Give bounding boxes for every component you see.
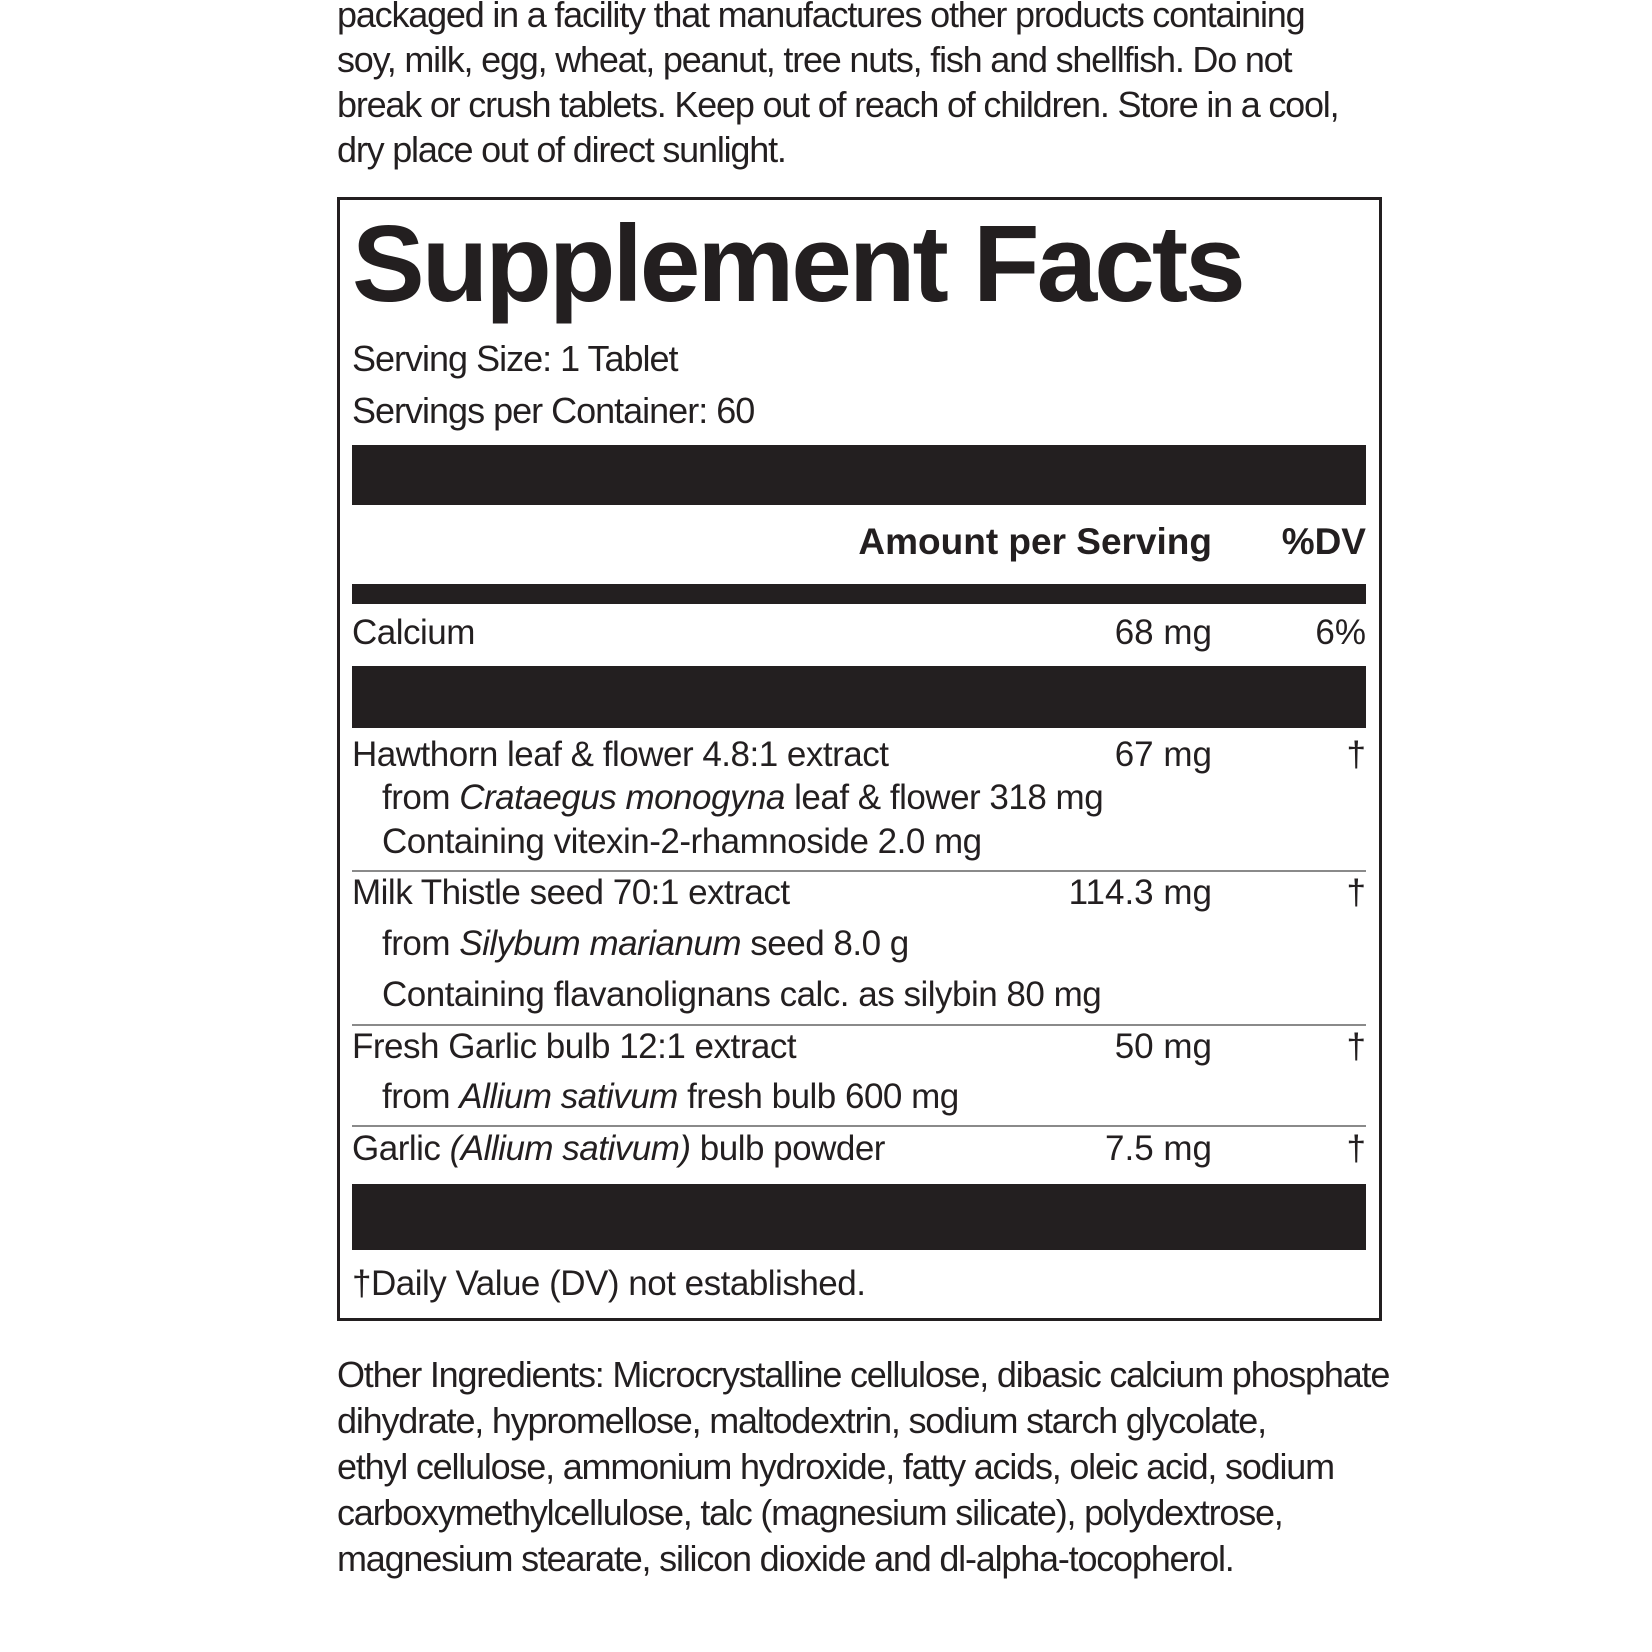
name-prefix: Garlic (352, 1129, 450, 1168)
species-name: Crataegus monogyna (459, 778, 785, 817)
ingredient-amount-milk-thistle: 114.3 mg (1068, 873, 1212, 912)
warning-line: packaged in a facility that manufactures other products containing (337, 0, 1305, 35)
ingredient-source-fresh-garlic (382, 1075, 959, 1119)
ingredient-source-hawthorn (382, 776, 1103, 820)
source-suffix: leaf & flower 318 mg (784, 778, 1104, 817)
thick-divider (352, 1184, 1366, 1250)
species-name: (Allium sativum) (449, 1129, 691, 1168)
ingredient-name-fresh-garlic: Fresh Garlic bulb 12:1 extract (352, 1027, 797, 1066)
header-dv: %DV (1281, 521, 1366, 562)
source-suffix: seed 8.0 g (741, 924, 909, 963)
footnote: †Daily Value (DV) not established. (352, 1264, 866, 1303)
nutrient-name-calcium: Calcium (352, 613, 475, 652)
nutrient-dv-calcium: 6% (1315, 613, 1366, 652)
name-suffix: bulb powder (690, 1129, 885, 1168)
thick-divider (352, 445, 1366, 505)
servings-per-container: Servings per Container: 60 (352, 390, 755, 431)
source-prefix: from (382, 1077, 460, 1116)
species-name: Allium sativum (459, 1077, 678, 1116)
medium-divider (352, 584, 1366, 604)
ingredient-amount-hawthorn: 67 mg (1114, 735, 1212, 774)
warning-line: soy, milk, egg, wheat, peanut, tree nuts, fish and shellfish. Do not (337, 39, 1292, 80)
source-prefix: from (382, 778, 460, 817)
supplement-facts-panel (337, 197, 1382, 1321)
other-ingredients-line: carboxymethylcellulose, talc (magnesium silicate), polydextrose, (337, 1492, 1283, 1533)
ingredient-name-milk-thistle: Milk Thistle seed 70:1 extract (352, 873, 790, 912)
other-ingredients-line: ethyl cellulose, ammonium hydroxide, fatty acids, oleic acid, sodium (337, 1446, 1334, 1487)
facts-inner (352, 200, 1366, 1318)
ingredient-name-hawthorn: Hawthorn leaf & flower 4.8:1 extract (352, 735, 889, 774)
serving-size: Serving Size: 1 Tablet (352, 338, 678, 379)
ingredient-dv-milk-thistle: † (1346, 873, 1366, 912)
ingredient-dv-fresh-garlic: † (1346, 1027, 1366, 1066)
other-ingredients-line: dihydrate, hypromellose, maltodextrin, sodium starch glycolate, (337, 1400, 1266, 1441)
facts-title: Supplement Facts (352, 203, 1243, 325)
ingredient-containing-milk-thistle: Containing flavanolignans calc. as silybin 80 mg (382, 975, 1102, 1014)
other-ingredients (337, 1352, 1417, 1582)
ingredient-source-milk-thistle (382, 922, 909, 966)
ingredient-containing-hawthorn: Containing vitexin-2-rhamnoside 2.0 mg (382, 822, 982, 861)
ingredient-amount-fresh-garlic: 50 mg (1114, 1027, 1212, 1066)
ingredient-dv-garlic-powder: † (1346, 1129, 1366, 1168)
other-ingredients-line: Other Ingredients: Microcrystalline cellulose, dibasic calcium phosphate (337, 1354, 1390, 1395)
nutrient-amount-calcium: 68 mg (1114, 613, 1212, 652)
header-amount: Amount per Serving (858, 521, 1212, 562)
other-ingredients-line: magnesium stearate, silicon dioxide and dl-alpha-tocopherol. (337, 1538, 1234, 1579)
ingredient-dv-hawthorn: † (1346, 735, 1366, 774)
ingredient-amount-garlic-powder: 7.5 mg (1105, 1129, 1212, 1168)
ingredient-name-garlic-powder (352, 1127, 885, 1171)
warning-line: dry place out of direct sunlight. (337, 129, 786, 170)
source-prefix: from (382, 924, 460, 963)
species-name: Silybum marianum (459, 924, 742, 963)
source-suffix: fresh bulb 600 mg (677, 1077, 959, 1116)
warning-line: break or crush tablets. Keep out of reach of children. Store in a cool, (337, 84, 1339, 125)
thick-divider (352, 666, 1366, 728)
warning-text (337, 0, 1397, 172)
